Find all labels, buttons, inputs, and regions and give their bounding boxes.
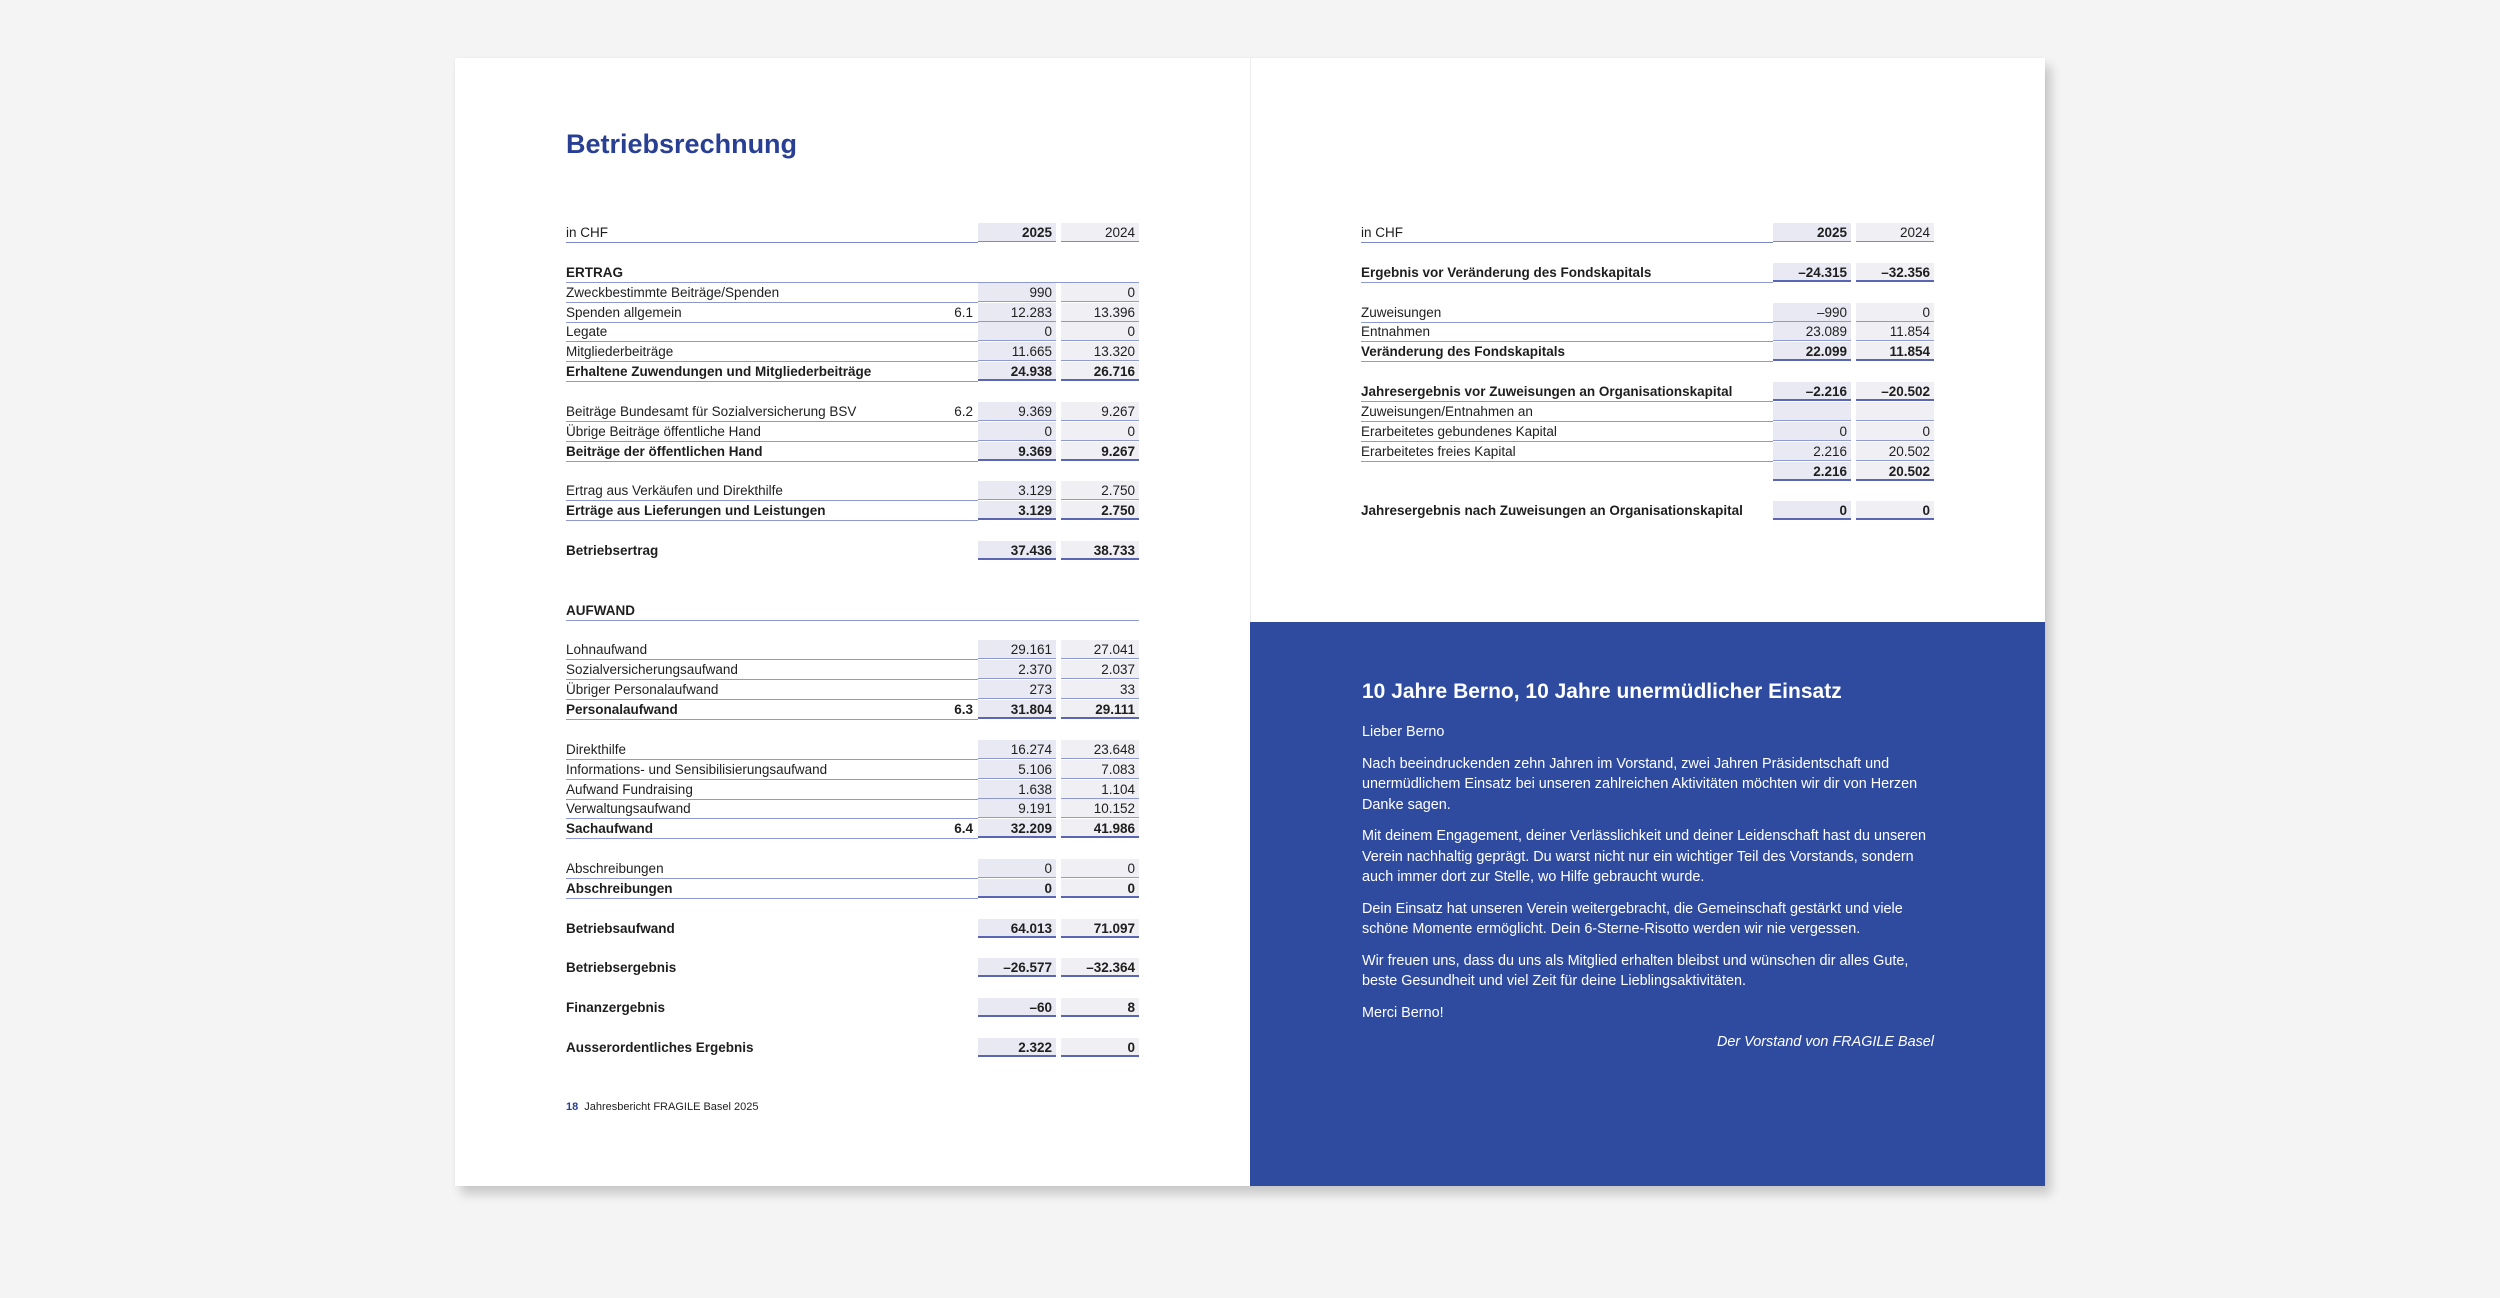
- table-row: [566, 660, 1139, 680]
- value-2024: 0: [1061, 859, 1139, 878]
- section-heading: [566, 263, 1139, 283]
- row-label: Erarbeitetes freies Kapital: [1361, 442, 1773, 462]
- value-2024: 0: [1061, 879, 1139, 898]
- total-row: [566, 919, 1139, 939]
- value-2024: 0: [1061, 283, 1139, 302]
- row-label: Ertrag aus Verkäufen und Direkthilfe: [566, 481, 978, 501]
- value-2025: 1.638: [978, 780, 1056, 799]
- row-label: Übrige Beiträge öffentliche Hand: [566, 422, 978, 442]
- table-row: [566, 283, 1139, 303]
- value-2025: 0: [1773, 422, 1851, 441]
- value-2024: 26.716: [1061, 362, 1139, 381]
- value-2025: 2.322: [978, 1038, 1056, 1057]
- value-2025: –24.315: [1773, 263, 1851, 282]
- note-ref: 6.4: [954, 821, 973, 837]
- page-footer: [566, 1101, 759, 1113]
- header-year-2025: 2025: [978, 223, 1056, 242]
- row-label: Zuweisungen/Entnahmen an: [1361, 402, 1773, 422]
- note-ref: 6.1: [954, 304, 973, 320]
- spacer-row: [1361, 243, 1934, 263]
- table-row: [566, 859, 1139, 879]
- header-unit-label: in CHF: [566, 223, 978, 243]
- value-2024: –32.364: [1061, 958, 1139, 977]
- table-header-row: [566, 223, 1139, 243]
- row-label: Jahresergebnis vor Zuweisungen an Organisationskapital: [1361, 382, 1773, 402]
- table-row: [566, 322, 1139, 342]
- total-row: [1361, 462, 1934, 482]
- total-row: [1361, 263, 1934, 283]
- table-row: [1361, 303, 1934, 323]
- spacer-row: [566, 382, 1139, 402]
- row-label: Finanzergebnis: [566, 1000, 666, 1016]
- tribute-title: 10 Jahre Berno, 10 Jahre unermüdlicher Einsatz: [1362, 680, 1842, 703]
- row-label: Spenden allgemein: [566, 303, 978, 323]
- table-header-row: [1361, 223, 1934, 243]
- value-2024: 11.854: [1856, 342, 1934, 361]
- value-2024: –20.502: [1856, 382, 1934, 401]
- value-2024: 0: [1061, 322, 1139, 341]
- value-2025: 0: [978, 859, 1056, 878]
- total-row: [566, 998, 1139, 1018]
- total-row: [1361, 382, 1934, 402]
- value-2024: 10.152: [1061, 799, 1139, 818]
- spacer-row: [566, 521, 1139, 541]
- value-2025: –26.577: [978, 958, 1056, 977]
- value-2024: 2.037: [1061, 660, 1139, 679]
- spacer-row: [566, 1018, 1139, 1038]
- row-label: Betriebsergebnis: [566, 960, 677, 976]
- value-2024: –32.356: [1856, 263, 1934, 282]
- row-label: Ergebnis vor Veränderung des Fondskapitals: [1361, 263, 1773, 283]
- fund-capital-table: [1361, 223, 1934, 521]
- value-2024: 38.733: [1061, 541, 1139, 560]
- spacer-row: [566, 243, 1139, 263]
- value-2025: 16.274: [978, 740, 1056, 759]
- tribute-paragraph: Nach beeindruckenden zehn Jahren im Vorstand, zwei Jahren Präsidentschaft und unermüdlichem Einsatz bei unseren zahlreichen Aktivitäten möchten wir dir von Herzen Danke sagen.: [1362, 755, 1918, 813]
- income-statement-table: [566, 223, 1139, 1058]
- row-label: Ausserordentliches Ergebnis: [566, 1039, 754, 1055]
- spacer-row: [566, 581, 1139, 601]
- table-row: [566, 799, 1139, 819]
- spacer-row: [566, 462, 1139, 482]
- tribute-panel: [1250, 622, 2045, 1186]
- tribute-paragraph: Mit deinem Engagement, deiner Verlässlichkeit und deiner Leidenschaft hast du unseren Verein nachhaltig geprägt. Du warst nicht nur ein wichtiger Teil des Vorstands, sondern auch immer dort zur Stelle, wo Hilfe gebraucht wurde.: [1362, 828, 1926, 885]
- value-2024: 0: [1856, 303, 1934, 322]
- value-2025: 9.369: [978, 402, 1056, 421]
- row-label: Beiträge der öffentlichen Hand: [566, 442, 978, 462]
- row-label: Übriger Personalaufwand: [566, 680, 978, 700]
- row-label: Lohnaufwand: [566, 640, 978, 660]
- value-2024: 1.104: [1061, 780, 1139, 799]
- table-row: [566, 680, 1139, 700]
- value-2024: 29.111: [1061, 700, 1139, 719]
- total-row: [566, 819, 1139, 839]
- table-row: [566, 342, 1139, 362]
- value-2025: 0: [1773, 501, 1851, 520]
- value-2025: 31.804: [978, 700, 1056, 719]
- total-row: [566, 879, 1139, 899]
- value-2025: 0: [978, 422, 1056, 441]
- spacer-row: [566, 939, 1139, 959]
- total-row: [566, 700, 1139, 720]
- spacer-row: [1361, 362, 1934, 382]
- value-2025: 64.013: [978, 919, 1056, 938]
- row-label: Zuweisungen: [1361, 303, 1773, 323]
- value-2025: 37.436: [978, 541, 1056, 560]
- value-2024: 2.750: [1061, 501, 1139, 520]
- tribute-content: [1362, 680, 1934, 1050]
- row-label: Sozialversicherungsaufwand: [566, 660, 978, 680]
- value-2024: 0: [1061, 1038, 1139, 1057]
- value-2025: 0: [978, 879, 1056, 898]
- total-row: [1361, 342, 1934, 362]
- spacer-row: [1361, 283, 1934, 303]
- value-2025: 24.938: [978, 362, 1056, 381]
- value-2024: 0: [1856, 422, 1934, 441]
- header-year-2024: 2024: [1061, 223, 1139, 242]
- table-row: [566, 640, 1139, 660]
- row-label: Erträge aus Lieferungen und Leistungen: [566, 501, 978, 521]
- row-label: Mitgliederbeiträge: [566, 342, 978, 362]
- table-row: [1361, 402, 1934, 422]
- value-2025: 12.283: [978, 303, 1056, 322]
- tribute-paragraph: Wir freuen uns, dass du uns als Mitglied erhalten bleibst und wünschen dir alles Gute, beste Gesundheit und viel Zeit für deine Lieblingsaktivitäten.: [1362, 952, 1909, 989]
- page-title: Betriebsrechnung: [566, 129, 798, 159]
- spacer-row: [566, 561, 1139, 581]
- row-label: [1361, 462, 1773, 481]
- row-label: Veränderung des Fondskapitals: [1361, 342, 1773, 362]
- value-2025: 9.369: [978, 442, 1056, 461]
- value-2025: 2.216: [1773, 442, 1851, 461]
- value-2024: 27.041: [1061, 640, 1139, 659]
- row-label: Beiträge Bundesamt für Sozialversicherung BSV: [566, 402, 978, 422]
- value-2025: 32.209: [978, 819, 1056, 838]
- value-2024: 8: [1061, 998, 1139, 1017]
- table-row: [566, 740, 1139, 760]
- row-label: Jahresergebnis nach Zuweisungen an Organisationskapital: [1361, 503, 1743, 519]
- value-2024: 7.083: [1061, 760, 1139, 779]
- page-fold: [1250, 58, 1251, 622]
- tribute-paragraph: Dein Einsatz hat unseren Verein weitergebracht, die Gemeinschaft gestärkt und viele schöne Momente ermöglicht. Dein 6-Sterne-Risotto werden wir nie vergessen.: [1362, 900, 1903, 937]
- spacer-row: [566, 720, 1139, 740]
- value-2024: [1856, 402, 1934, 421]
- value-2025: –990: [1773, 303, 1851, 322]
- value-2025: 9.191: [978, 799, 1056, 818]
- spacer-row: [566, 978, 1139, 998]
- value-2024: 9.267: [1061, 402, 1139, 421]
- value-2025: 0: [978, 322, 1056, 341]
- row-label: Erhaltene Zuwendungen und Mitgliederbeiträge: [566, 362, 978, 382]
- value-2025: 2.370: [978, 660, 1056, 679]
- total-row: [566, 362, 1139, 382]
- value-2024: 0: [1856, 501, 1934, 520]
- header-year-2024: 2024: [1856, 223, 1934, 242]
- value-2024: 71.097: [1061, 919, 1139, 938]
- page-number: 18: [566, 1101, 579, 1113]
- row-label: Verwaltungsaufwand: [566, 799, 978, 819]
- value-2024: 0: [1061, 422, 1139, 441]
- value-2024: 9.267: [1061, 442, 1139, 461]
- table-row: [1361, 442, 1934, 462]
- footer-text: Jahresbericht FRAGILE Basel 2025: [584, 1101, 759, 1113]
- header-year-2025: 2025: [1773, 223, 1851, 242]
- value-2025: 29.161: [978, 640, 1056, 659]
- tribute-paragraph: Lieber Berno: [1362, 724, 1445, 740]
- value-2024: 11.854: [1856, 322, 1934, 341]
- table-row: [566, 481, 1139, 501]
- value-2025: 3.129: [978, 501, 1056, 520]
- value-2024: 13.396: [1061, 303, 1139, 322]
- spacer-row: [566, 621, 1139, 641]
- value-2024: 20.502: [1856, 462, 1934, 481]
- header-unit-label: in CHF: [1361, 223, 1773, 243]
- value-2025: –60: [978, 998, 1056, 1017]
- spacer-row: [1361, 481, 1934, 501]
- row-label: Betriebsertrag: [566, 543, 659, 558]
- row-label: Abschreibungen: [566, 859, 978, 879]
- value-2024: 41.986: [1061, 819, 1139, 838]
- total-row: [566, 442, 1139, 462]
- value-2024: 23.648: [1061, 740, 1139, 759]
- row-label: Erarbeitetes gebundenes Kapital: [1361, 422, 1773, 442]
- spacer-row: [566, 839, 1139, 859]
- value-2025: 990: [978, 283, 1056, 302]
- value-2024: 2.750: [1061, 481, 1139, 500]
- tribute-signature: Der Vorstand von FRAGILE Basel: [1716, 1034, 1934, 1050]
- row-label: Abschreibungen: [566, 879, 978, 899]
- value-2024: 20.502: [1856, 442, 1934, 461]
- value-2025: [1773, 402, 1851, 421]
- table-row: [566, 780, 1139, 800]
- row-label: Aufwand Fundraising: [566, 780, 978, 800]
- value-2025: 3.129: [978, 481, 1056, 500]
- section-heading: [566, 601, 1139, 621]
- row-label: Sachaufwand: [566, 819, 978, 839]
- total-row: [1361, 501, 1934, 521]
- table-row: [1361, 422, 1934, 442]
- section-label: ERTRAG: [566, 263, 1139, 283]
- value-2024: 13.320: [1061, 342, 1139, 361]
- row-label: Entnahmen: [1361, 322, 1773, 342]
- value-2025: 11.665: [978, 342, 1056, 361]
- value-2025: 5.106: [978, 760, 1056, 779]
- value-2025: 273: [978, 680, 1056, 699]
- table-row: [566, 422, 1139, 442]
- value-2025: –2.216: [1773, 382, 1851, 401]
- tribute-paragraph: Merci Berno!: [1362, 1004, 1444, 1021]
- report-spread: [455, 58, 2045, 1186]
- value-2025: 23.089: [1773, 322, 1851, 341]
- row-label: Direkthilfe: [566, 740, 978, 760]
- table-row: [566, 760, 1139, 780]
- total-row: [566, 501, 1139, 521]
- table-row: [566, 303, 1139, 323]
- spacer-row: [566, 899, 1139, 919]
- value-2025: 2.216: [1773, 462, 1851, 481]
- total-row: [566, 958, 1139, 978]
- row-label: Betriebsaufwand: [566, 920, 675, 936]
- section-label: AUFWAND: [566, 601, 1139, 621]
- value-2024: 33: [1061, 680, 1139, 699]
- value-2025: 22.099: [1773, 342, 1851, 361]
- row-label: Personalaufwand: [566, 700, 978, 720]
- table-row: [566, 402, 1139, 422]
- row-label: Legate: [566, 322, 978, 342]
- row-label: Informations- und Sensibilisierungsaufwand: [566, 760, 978, 780]
- row-label: Zweckbestimmte Beiträge/Spenden: [566, 283, 978, 303]
- table-row: [1361, 322, 1934, 342]
- total-row: [566, 541, 1139, 561]
- note-ref: 6.3: [954, 702, 973, 717]
- note-ref: 6.2: [954, 403, 973, 419]
- total-row: [566, 1038, 1139, 1058]
